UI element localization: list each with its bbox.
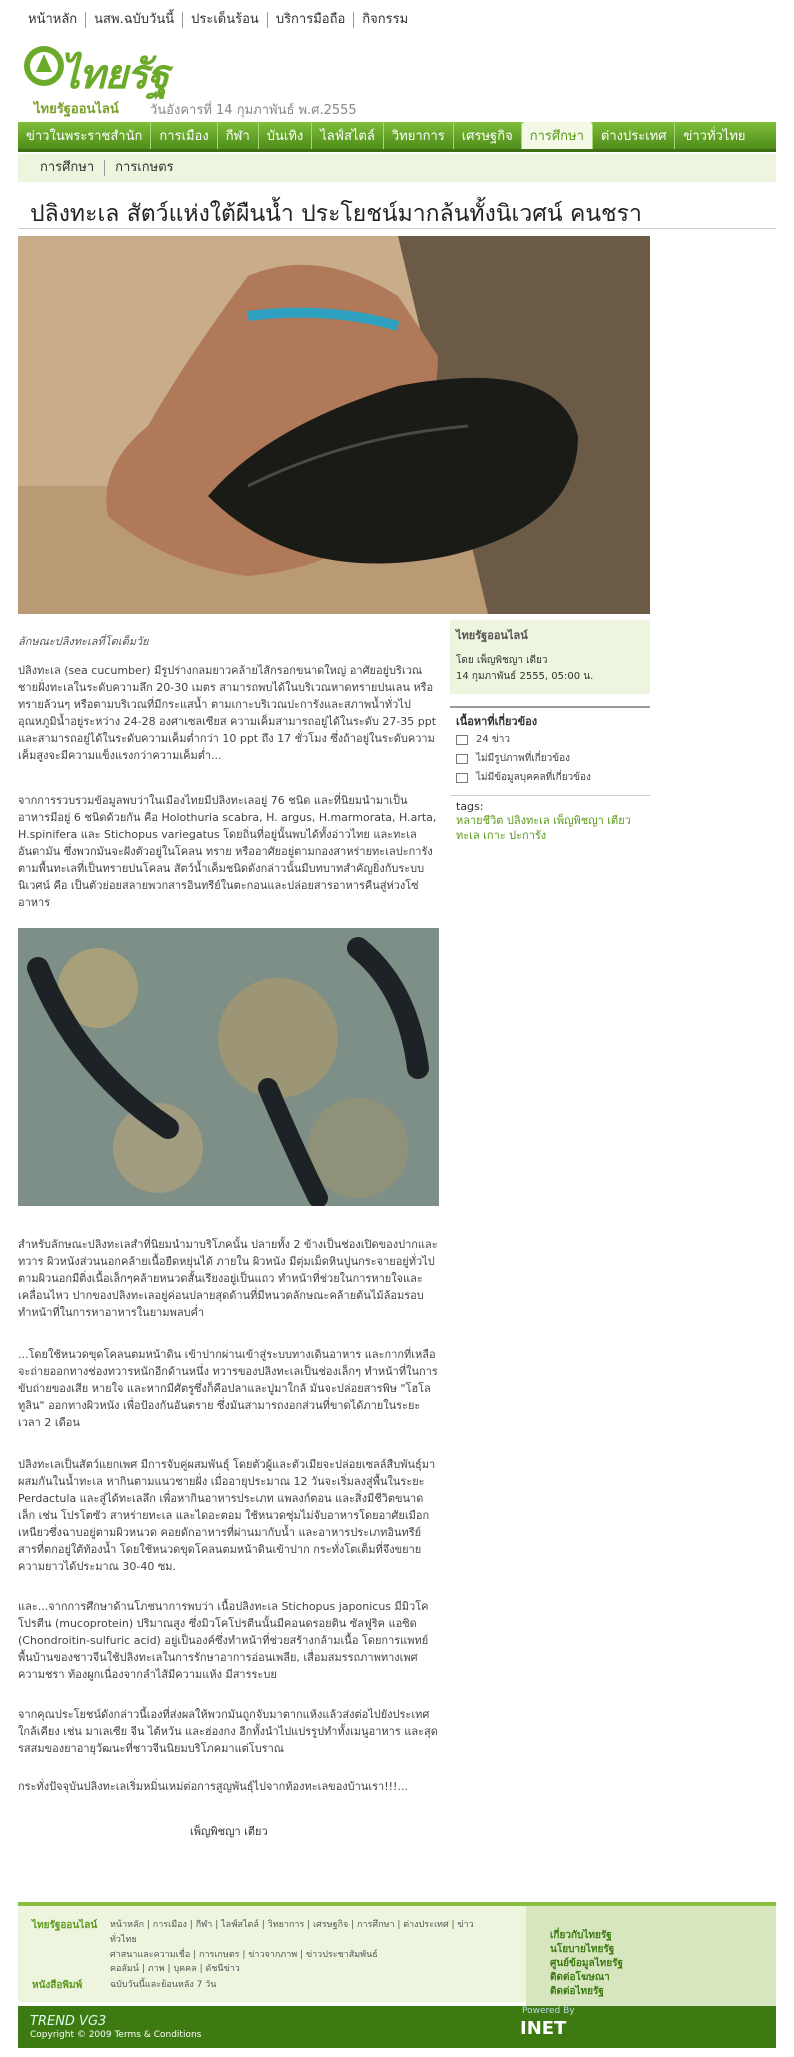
nav-lifestyle[interactable]: ไลฟ์สไตล์ xyxy=(312,122,384,149)
subnav-education[interactable]: การศึกษา xyxy=(18,160,105,176)
inet-logo[interactable]: INET xyxy=(520,2018,567,2039)
copyright: Copyright © 2009 Terms & Conditions xyxy=(30,2030,202,2040)
footer-advertise[interactable]: ติดต่อโฆษณา xyxy=(550,1972,610,1983)
powered-by: Powered By xyxy=(522,2006,575,2016)
footer-links-misc[interactable]: คอลัมน์ | ภาพ | บุคคล | ดัชนีข่าว xyxy=(110,1964,240,1974)
article-author: เพ็ญพิชญา เตียว xyxy=(190,1825,268,1838)
nav-politics[interactable]: การเมือง xyxy=(151,122,217,149)
source-title[interactable]: ไทยรัฐออนไลน์ xyxy=(456,629,528,642)
footer-paper-link[interactable]: ฉบับวันนี้และย้อนหลัง 7 วัน xyxy=(110,1980,217,1990)
date-line: วันอังคารที่ 14 กุมภาพันธ์ พ.ศ.2555 xyxy=(150,103,357,118)
nav-education[interactable]: การศึกษา xyxy=(522,122,593,149)
footer-policy[interactable]: นโยบายไทยรัฐ xyxy=(550,1944,615,1955)
article-sidebar xyxy=(450,620,650,847)
related-heading: เนื้อหาที่เกี่ยวข้อง xyxy=(450,706,650,730)
topnav-today-paper[interactable]: นสพ.ฉบับวันนี้ xyxy=(86,12,183,28)
article-paragraph: สำหรับลักษณะปลิงทะเลสำที่นิยมนำมาบริโภคนั้น ปลายทั้ง 2 ข้างเป็นช่องเปิดของปากและทวาร ผิวหนังส่วนนอกคล้ายเนื้อยืดหยุ่นได้ ภายใน ผิวหนัง มีตุ่มเม็ดหินปูนกระจายอยู่ทั่วไป ตามผิวนอกมีติ่งเนื้อเล็กๆคล้ายหนวดสั้นเรียงอยู่เป็นแถว ทำหน้าที่ช่วยในการหายใจและเคลื่อนไหว ปากของปลิงทะเลอยู่ค่อนปลายสุดด้านที่มีหนวดลักษณะคล้ายต้นไม้ล้อมรอบ ทำหน้าที่ในการหาอาหารในยามพลบค่ำ xyxy=(18,1238,438,1319)
footer-datacenter[interactable]: ศูนย์ข้อมูลไทยรัฐ xyxy=(550,1958,623,1969)
tags-label: tags: xyxy=(456,800,484,813)
logo-text: ไทยรัฐ xyxy=(60,52,169,98)
footer-links-sections[interactable]: หน้าหลัก | การเมือง | กีฬา | ไลฟ์สไตล์ | วิทยาการ | เศรษฐกิจ | การศึกษา | ต่างประเทศ | ข่าวทั่วไทย xyxy=(110,1920,474,1945)
nav-entertainment[interactable]: บันเทิง xyxy=(259,122,313,149)
tags-list[interactable]: หลายชีวิต ปลิงทะเล เพ็ญพิชญา เตียว ทะเล เกาะ ปะการัง xyxy=(456,814,631,842)
divider xyxy=(18,228,776,229)
article-paragraph: กระทั่งปัจจุบันปลิงทะเลเริ่มหมิ่นเหม่ต่อการสูญพันธุ์ไปจากท้องทะเลของบ้านเรา!!!... xyxy=(18,1780,408,1793)
sea-cucumbers-underwater-photo xyxy=(18,928,439,1206)
site-name[interactable]: ไทยรัฐออนไลน์ xyxy=(34,102,119,117)
footer-bar xyxy=(18,2006,776,2048)
author-byline: โดย เพ็ญพิชญา เตียว xyxy=(456,655,548,666)
nav-science[interactable]: วิทยาการ xyxy=(384,122,454,149)
related-news[interactable]: 24 ข่าว xyxy=(450,730,650,749)
main-nav xyxy=(18,122,776,152)
article-paragraph: ปลิงทะเลเป็นสัตว์แยกเพศ มีการจับคู่ผสมพันธุ์ โดยตัวผู้และตัวเมียจะปล่อยเซลล์สืบพันธุ์มาผสมกันในน้ำทะเล หากินตามแนวชายฝั่ง เมื่ออายุประมาณ 12 วันจะเริ่มลงสู่พื้นในระยะ Perdactula และสู่ได้ทะเลลึก เพื่อหากินอาหารประเภท แพลงก์ตอน และสิ่งมีชีวิตขนาดเล็ก เช่น โปรโตซัว สาหร่ายทะเล และไดอะตอม ใช้หนวดซุ่มไม่จับอาหารโดยอาศัยเมือกเหนียวซึ่งฉาบอยู่ตามผิวหนวด คอยดักอาหารที่ผ่านมากับน้ำ และอาหารประเภทอินทรีย์สารที่ตกอยู่ใต้ท้องน้ำ โดยใช้หนวดขุดโคลนตมหน้าดินเข้าปาก กระทั่งโตเต็มที่จึงขยายความยาวได้ประมาณ 30-40 ซม. xyxy=(18,1458,436,1573)
sub-nav xyxy=(18,154,776,182)
footer-label-site: ไทยรัฐออนไลน์ xyxy=(32,1920,98,1931)
article-paragraph: และ...จากการศึกษาด้านโภชนาการพบว่า เนื้อปลิงทะเล Stichopus japonicus มีมิวโคโปรตีน (mucoprotein) ปริมาณสูง ซึ่งมิวโคโปรตีนนั้นมีคอนดรอยติน ซัลฟูริค แอซิด (Chondroitin-sulfuric acid) อยู่เป็นองค์ซึ่งทำหน้าที่ช่วยสร้างกล้ามเนื้อ โดยการแพทย์พื้นบ้านของชาวจีนใช้ปลิงทะเลในการรักษาอาการอ่อนเพลีย, เสื่อมสมรรถภาพทางเพศ ความชรา ท้องผูกเนื่องจากลำไส้มีความแห้ง มีสารระบย xyxy=(18,1600,429,1681)
trend-vg3-logo[interactable]: TREND VG3 xyxy=(30,2014,107,2029)
article-paragraph: จากการรวบรวมข้อมูลพบว่าในเมืองไทยมีปลิงทะเลอยู่ 76 ชนิด และที่นิยมนำมาเป็นอาหารมีอยู่ 6 ชนิดด้วยกัน คือ Holothuria scabra, H. argus, H.marmorata, H.arta, H.spinifera และ Stichopus variegatus โดยถิ่นที่อยู่นั้นพบได้ทั้งอ่าวไทย และทะเลอันดามัน ซึ่งพวกมันจะฝังตัวอยู่ในโคลน ทราย หรืออาศัยอยู่ตามกองสาหร่ายทะเลปะการัง ตามพื้นทะเลที่เป็นทรายปนโคลน สัตว์น้ำเค็มชนิดดังกล่าวนั้นมีบทบาทสำคัญยิ่งกับระบบนิเวศน์ คือ เป็นตัวย่อยสลายพวกสารอินทรีย์ในตะกอนและปล่อยสารอาหารคืนสู่ห่วงโซ่อาหาร xyxy=(18,794,437,909)
footer-building-panel xyxy=(526,1906,776,2006)
footer-contact[interactable]: ติดต่อไทยรัฐ xyxy=(550,1986,604,1997)
tags-box xyxy=(450,795,650,847)
article-paragraph: จากคุณประโยชน์ดังกล่าวนี้เองที่ส่งผลให้พวกมันถูกจับมาตากแห้งแล้วส่งต่อไปยังประเทศใกล้เคียง เช่น มาเลเซีย จีน ไต้หวัน และฮ่องกง อีกทั้งนำไปแปรรูปทำทั้งเมนูอาหาร และสุดรสสมของยาอายุวัฒนะที่ชาวจีนนิยมบริโภคมาแต่โบราณ xyxy=(18,1708,438,1755)
nav-sport[interactable]: กีฬา xyxy=(218,122,259,149)
sea-cucumber-hand-photo xyxy=(18,236,650,614)
site-footer xyxy=(18,1902,776,2002)
photo-caption: ลักษณะปลิงทะเลที่โตเต็มวัย xyxy=(18,635,149,648)
topnav-hot-issues[interactable]: ประเด็นร้อน xyxy=(183,12,268,28)
article-headline: ปลิงทะเล สัตว์แห่งใต้ผืนน้ำ ประโยชน์มากล้นทั้งนิเวศน์ คนชรา xyxy=(30,201,642,227)
nav-royal[interactable]: ข่าวในพระราชสำนัก xyxy=(18,122,151,149)
nav-foreign[interactable]: ต่างประเทศ xyxy=(593,122,676,149)
person-icon xyxy=(456,773,468,783)
topnav-home[interactable]: หน้าหลัก xyxy=(20,12,86,28)
nav-economy[interactable]: เศรษฐกิจ xyxy=(454,122,522,149)
topnav-activities[interactable]: กิจกรรม xyxy=(362,12,409,27)
subnav-agriculture[interactable]: การเกษตร xyxy=(115,160,174,175)
article-paragraph: ...โดยใช้หนวดขุดโคลนตมหน้าดิน เข้าปากผ่านเข้าสู่ระบบทางเดินอาหาร และกากที่เหลือจะถ่ายออกทางช่องทวารหนักอีกด้านหนึ่ง ทวารของปลิงทะเลเป็นช่องเล็กๆ ทำหน้าที่ในการขับถ่ายของเสีย หายใจ และหากมีศัตรูซึ่งก็คือปลาและปูมาใกล้ มันจะปล่อยสารพิษ "โฮโลทูลิน" ออกทางผิวหนัง เพื่อป้องกันอันตราย ซึ่งมันสามารถงอกส่วนที่ขาดได้ภายในระยะเวลา 2 เดือน xyxy=(18,1348,438,1429)
topnav-mobile[interactable]: บริการมือถือ xyxy=(268,12,354,28)
footer-about[interactable]: เกี่ยวกับไทยรัฐ xyxy=(550,1930,612,1941)
source-box xyxy=(450,620,650,694)
related-people[interactable]: ไม่มีข้อมูลบุคคลที่เกี่ยวข้อง xyxy=(450,768,650,787)
footer-links-more[interactable]: ศาสนาและความเชื่อ | การเกษตร | ข่าวจากภาพ | ข่าวประชาสัมพันธ์ xyxy=(110,1950,378,1960)
top-nav xyxy=(20,12,416,28)
nav-local[interactable]: ข่าวทั่วไทย xyxy=(683,129,746,144)
publish-date: 14 กุมภาพันธ์ 2555, 05:00 น. xyxy=(456,671,594,682)
article-paragraph: ปลิงทะเล (sea cucumber) มีรูปร่างกลมยาวคล้ายไส้กรอกขนาดใหญ่ อาศัยอยู่บริเวณชายฝั่งทะเลในระดับความลึก 20-30 เมตร สามารถพบได้ในบริเวณหาดทรายปนเลน หรือทรายล้วนๆ หรือตามบริเวณที่มีกระแสน้ำ ตามเกาะบริเวณปะการังและสภาพน้ำทั่วไป อุณหภูมิน้ำอยู่ระหว่าง 24-28 องศาเซลเซียส ความเค็มสามารถอยู่ได้ในระดับ 27-35 ppt และสามารถอยู่ได้ในระดับความเค็มต่ำกว่า 10 ppt ถึง 17 ชั่วโมง ซึ่งถ้าอยู่ในระดับความเค็มสูงจะมีความแข็งแรงกว่าความเค็มต่ำ... xyxy=(18,664,437,762)
news-icon xyxy=(456,735,468,745)
image-icon xyxy=(456,754,468,764)
footer-label-paper: หนังสือพิมพ์ xyxy=(32,1980,83,1991)
related-images[interactable]: ไม่มีรูปภาพที่เกี่ยวข้อง xyxy=(450,749,650,768)
